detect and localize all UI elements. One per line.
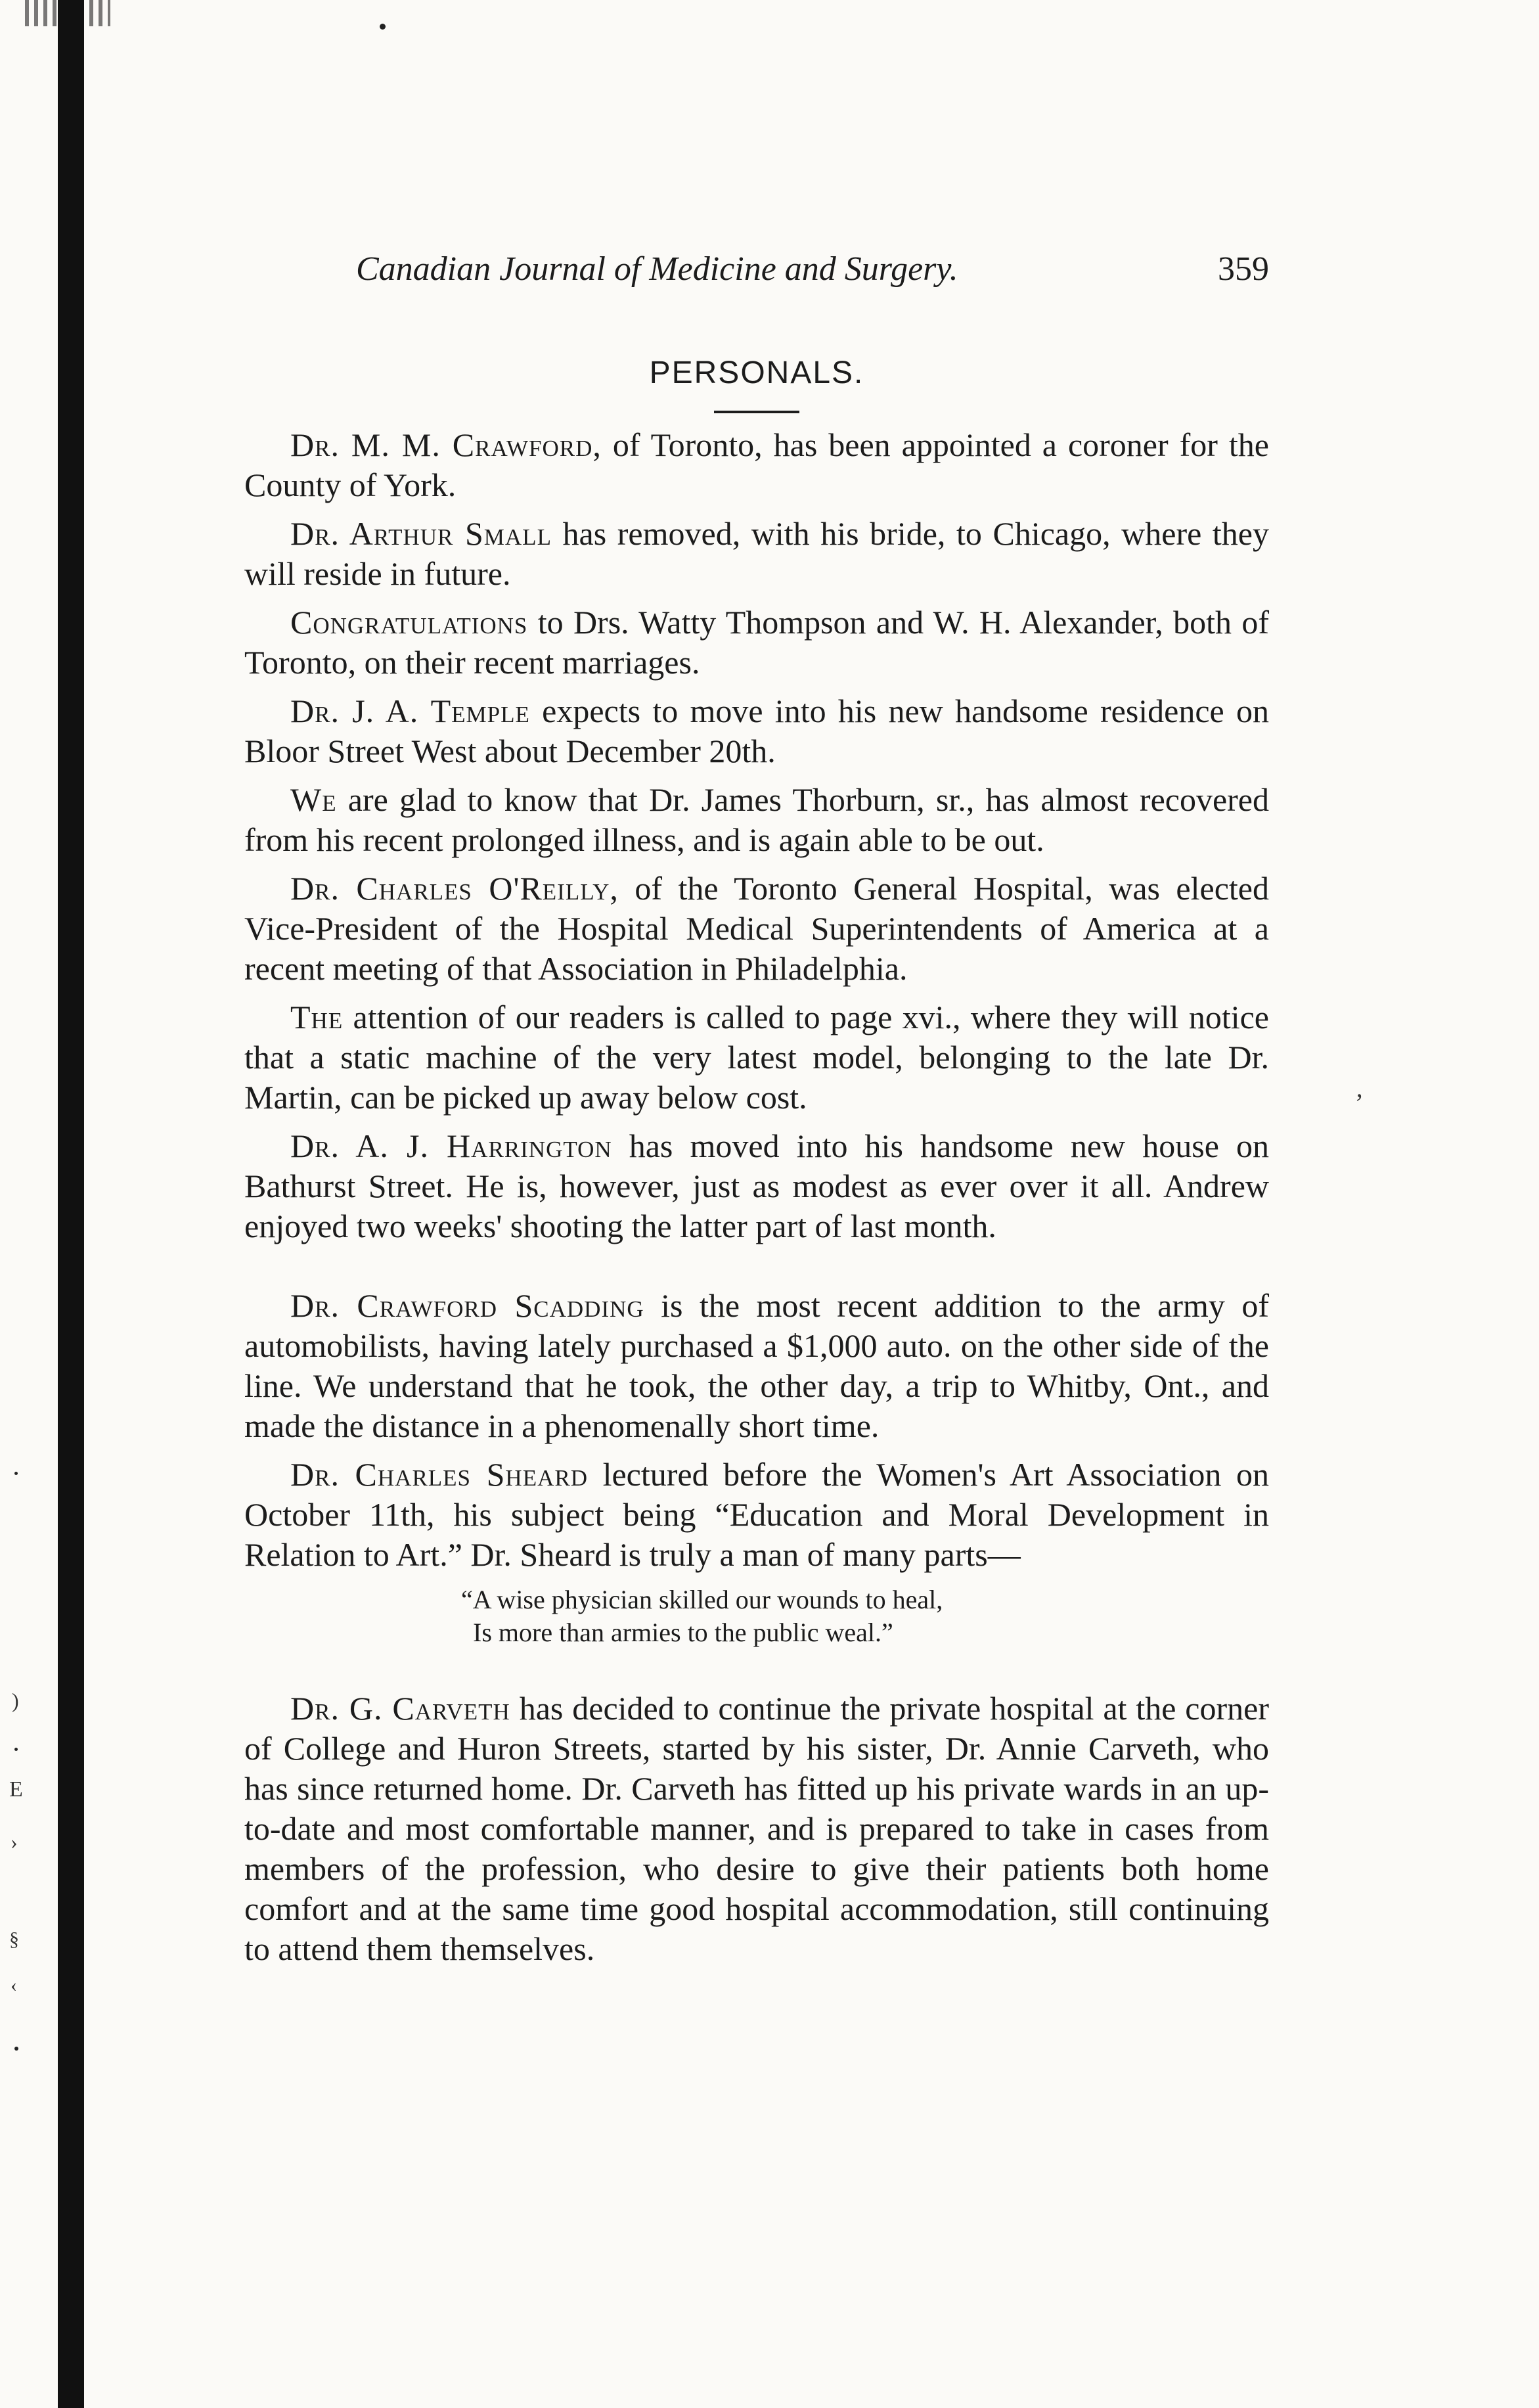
running-head xyxy=(244,223,1269,296)
entry-lead: Dr. Charles O'Reilly, xyxy=(290,870,619,907)
personal-entry xyxy=(244,780,1269,860)
margin-mark: › xyxy=(11,1830,18,1853)
verse-line-2: Is more than armies to the public weal.” xyxy=(473,1618,893,1647)
personal-entry xyxy=(244,997,1269,1118)
entry-lead: Congratulations xyxy=(290,604,528,641)
entry-text: of the Toronto General Hospital, was elected Vice-President of the Hospital Medical Superintendents of America at a recent meeting of that Association in Philadelphia. xyxy=(244,870,1269,987)
entry-lead: We xyxy=(290,781,337,818)
entry-text: has removed, with his bride, to Chicago, where they will reside in future. xyxy=(244,515,1269,592)
journal-title: Canadian Journal of Medicine and Surgery. xyxy=(356,250,958,288)
personal-entry xyxy=(244,425,1269,505)
binding-dark-bar xyxy=(58,0,84,2408)
entry-text: lectured before the Women's Art Association on October 11th, his subject being “Education and Moral Development in Relation to Art.” Dr. Sheard is truly a man of many parts— xyxy=(244,1456,1269,1573)
margin-mark: ‹ xyxy=(11,1974,17,1996)
entry-lead: Dr. M. M. Crawford, xyxy=(290,426,602,463)
entry-lead: The xyxy=(290,999,344,1035)
personal-entry xyxy=(244,691,1269,771)
section-title: PERSONALS. xyxy=(649,355,864,390)
book-binding-edge xyxy=(18,0,117,2408)
entry-lead: Dr. Charles Sheard xyxy=(290,1456,588,1493)
personal-entry xyxy=(244,1455,1269,1575)
entry-text: attention of our readers is called to page xvi., where they will notice that a static machine of the very latest model, belonging to the late Dr. Martin, can be picked up away below cost. xyxy=(244,999,1269,1116)
journal-page xyxy=(244,223,1269,1978)
entry-lead: Dr. Crawford Scadding xyxy=(290,1287,644,1324)
entry-text: expects to move into his new handsome residence on Bloor Street West about December 20th. xyxy=(244,693,1270,769)
entry-text: is the most recent addition to the army of automobilists, having lately purchased a $1,000 auto. on the other side of the line. We understand that he took, the other day, a trip to Whitby, Ont., and made the distance in a phenomenally short time. xyxy=(244,1287,1269,1444)
page-number: 359 xyxy=(1218,250,1269,288)
entry-text: are glad to know that Dr. James Thorburn, sr., has almost recovered from his recent prolonged illness, and is again able to be out. xyxy=(244,781,1269,858)
entry-text: has moved into his handsome new house on Bathurst Street. He is, however, just as modest as ever over it all. Andrew enjoyed two weeks' shooting the latter part of last month. xyxy=(244,1127,1269,1244)
personal-entry xyxy=(244,1286,1269,1446)
margin-mark: E xyxy=(9,1777,23,1802)
margin-mark: ) xyxy=(12,1689,19,1712)
entry-text: of Toronto, has been appointed a coroner for the County of York. xyxy=(244,426,1269,503)
personal-entry xyxy=(244,602,1269,683)
entry-text: has decided to continue the private hospital at the corner of College and Huron Streets, started by his sister, Dr. Annie Carveth, who has since returned home. Dr. Carveth has fitted up his private wards in an up-to-date and most comfortable manner, and is prepared to take in cases from members of the profession, who desire to give their patients both home comfort and at the same time good hospital accommodation, still continuing to attend them themselves. xyxy=(244,1690,1269,1967)
margin-dot xyxy=(14,1748,18,1751)
margin-mark: § xyxy=(9,1928,19,1950)
personal-entry xyxy=(244,1126,1269,1246)
title-rule xyxy=(714,411,799,413)
entry-text: to Drs. Watty Thompson and W. H. Alexander, both of Toronto, on their recent marriages. xyxy=(244,604,1269,681)
entry-lead: Dr. A. J. Harrington xyxy=(290,1127,612,1164)
personal-entry xyxy=(244,1689,1269,1969)
entry-lead: Dr. Arthur Small xyxy=(290,515,552,552)
verse-quotation xyxy=(461,1583,1269,1649)
personal-entry xyxy=(244,869,1269,989)
entry-lead: Dr. G. Carveth xyxy=(290,1690,510,1727)
entry-lead: Dr. J. A. Temple xyxy=(290,693,530,729)
personal-entry xyxy=(244,514,1269,594)
top-ink-dot xyxy=(380,24,386,30)
verse-line-1: “A wise physician skilled our wounds to heal, xyxy=(461,1585,943,1614)
margin-dot xyxy=(14,1472,18,1475)
margin-dot xyxy=(14,2047,18,2051)
margin-mark: ’ xyxy=(1353,1088,1362,1118)
